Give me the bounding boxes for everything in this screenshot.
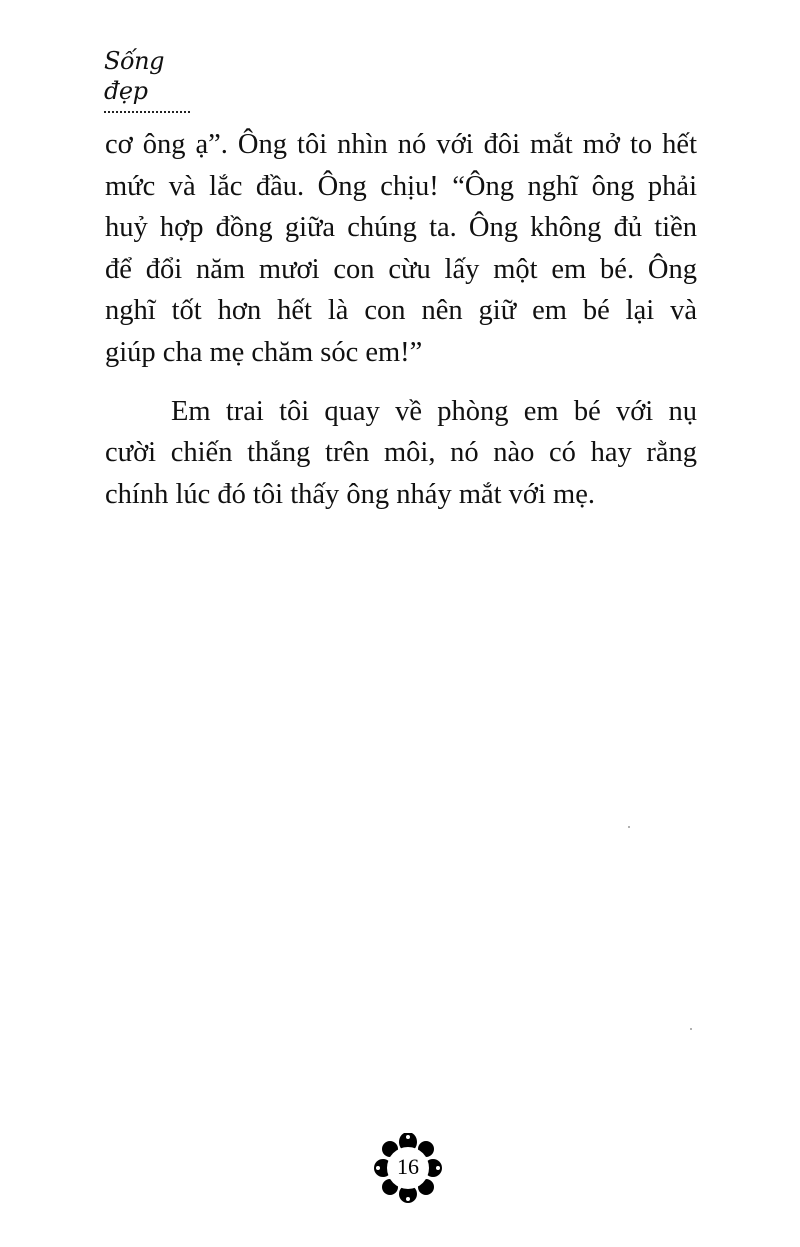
paragraph-2 [105,391,697,516]
text-line: chính lúc đó tôi thấy ông nháy mắt với mẹ. [105,478,595,510]
text-line: để đổi năm mươi con cừu lấy một em bé. Ông [105,253,697,285]
page-number: 16 [397,1154,419,1179]
text-line: nghĩ tốt hơn hết là con nên giữ em bé lại và [105,295,697,327]
text-line: cười chiến thắng trên môi, nó nào có hay rằng [105,437,697,469]
header-dotted-rule [104,108,190,113]
text-line: cơ ông ạ”. Ông tôi nhìn nó với đôi mắt mở to hết [105,129,697,160]
body-text [105,124,697,515]
text-line: mức và lắc đầu. Ông chịu! “Ông nghĩ ông phải [105,170,697,202]
page-number-ornament [374,1133,442,1203]
text-line: huỷ hợp đồng giữa chúng ta. Ông không đủ tiền [105,212,697,244]
text-line: giúp cha mẹ chăm sóc em!” [105,336,423,368]
scan-speck [690,1028,692,1030]
running-title: Sống đẹp [104,47,164,105]
paragraph-1 [105,124,697,374]
text-line: Em trai tôi quay về phòng em bé với nụ [171,395,697,427]
running-header [104,46,194,113]
scan-speck [628,826,630,828]
